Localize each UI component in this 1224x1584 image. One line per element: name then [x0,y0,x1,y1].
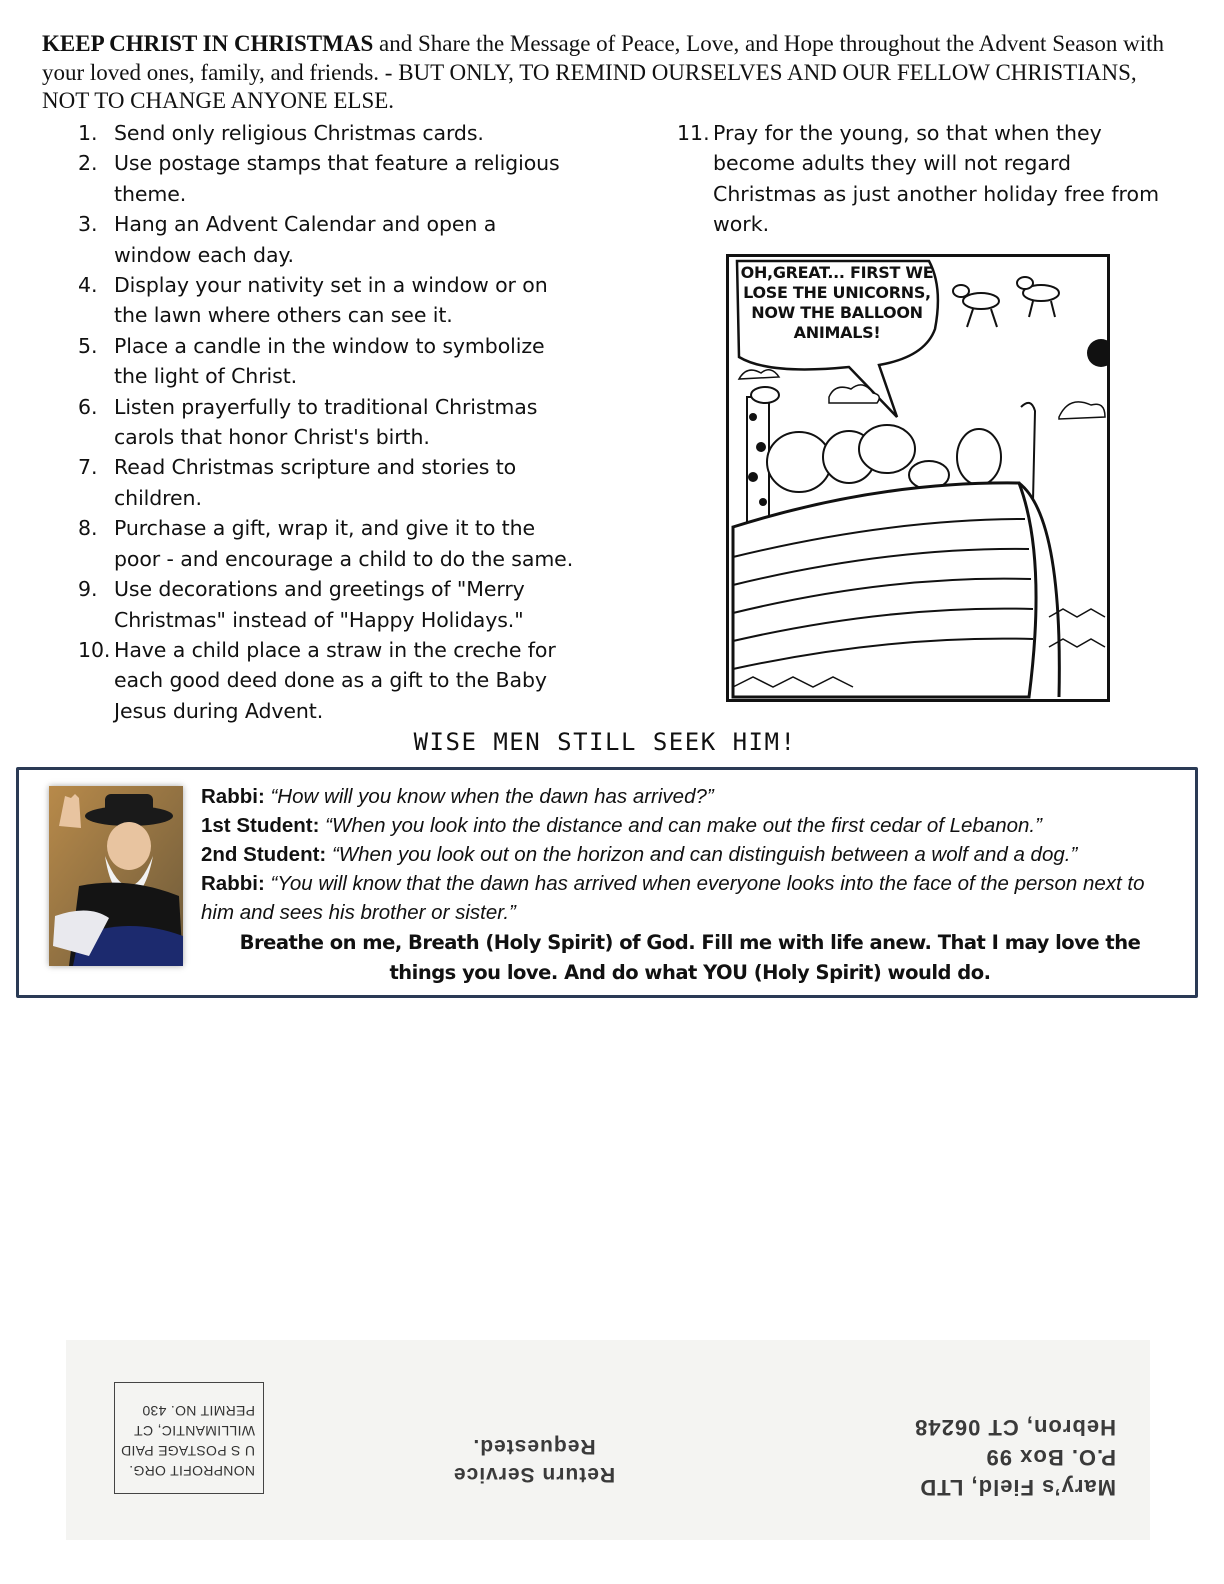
cloud-icon [1059,402,1105,419]
item-number: 8. [78,516,98,541]
spoken-line: “How will you know when the dawn has arrived?” [270,785,714,808]
mailing-panel [66,1340,1150,1540]
item-text: Send only religious Christmas cards. [114,121,484,145]
return-line: Return Service [452,1463,616,1486]
prayer-text: Breathe on me, Breath (Holy Spirit) of God. Fill me with life anew. That I may love the things you love. And do what YOU (Holy Spirit) would do. [239,931,1141,984]
item-number: 10. [78,637,111,662]
item-text: Use decorations and greetings of "Merry Christmas" instead of "Happy Holidays." [114,577,525,632]
address-line: Hebron, CT 06248 [914,1415,1116,1440]
advent-list-right [677,118,1177,240]
speaker: Rabbi: [201,872,265,895]
permit-line: NONPROFIT ORG. [128,1463,255,1479]
item-number: 2. [78,151,98,176]
spoken-line: “When you look out on the horizon and can distinguish between a wolf and a dog.” [331,843,1078,866]
wise-men-heading: WISE MEN STILL SEEK HIM! [413,728,797,756]
list-item [78,331,578,392]
return-service [434,1432,634,1488]
list-item [78,452,578,513]
intro-lead: KEEP CHRIST IN CHRISTMAS [42,31,374,56]
speaker: 2nd Student: [201,843,327,866]
item-number: 11. [677,121,710,145]
item-text: Hang an Advent Calendar and open a window each day. [114,212,497,267]
item-number: 1. [78,121,98,145]
list-item [78,209,578,270]
dialogue-line [201,840,1161,869]
ark-icon [733,483,1059,697]
item-number: 3. [78,212,98,237]
item-number: 5. [78,333,98,358]
spoken-line: “When you look into the distance and can make out the first cedar of Lebanon.” [325,814,1042,837]
list-item [78,270,578,331]
dialogue [201,782,1161,927]
item-number: 9. [78,577,98,602]
dialogue-line [201,869,1161,927]
permit-line: WILLIMANTIC, CT [133,1423,255,1439]
dialogue-line [201,811,1161,840]
balloon-animal-icon [953,277,1059,327]
item-text: Pray for the young, so that when they become adults they will not regard Christmas as just another holiday free from work. [713,121,1160,237]
intro-rest: and Share the Message of Peace, Love, and Hope throughout the Advent Season with your loved ones, family, and friends. - BUT ONLY, TO REMIND OURSELVES AND OUR FELLOW CHRISTIANS, NOT TO CHANGE ANYONE ELSE. [42,31,1164,113]
cloud-icon [739,370,779,379]
list-item [78,513,578,574]
speaker: 1st Student: [201,814,320,837]
item-text: Listen prayerfully to traditional Christmas carols that honor Christ's birth. [114,394,538,450]
item-text: Have a child place a straw in the creche for each good deed done as a gift to the Baby Jesus during Advent. [114,637,556,723]
item-number: 6. [78,394,98,419]
permit-line: U S POSTAGE PAID [120,1443,255,1459]
item-text: Use postage stamps that feature a religious theme. [114,151,560,206]
postage-permit-box [114,1382,264,1494]
sun-icon [1087,339,1107,367]
permit-line: PERMIT NO. 430 [142,1403,255,1419]
list-item [78,574,578,635]
speaker: Rabbi: [201,785,265,808]
item-number: 4. [78,273,98,298]
address-line: Mary’s Field, LTD [919,1475,1116,1500]
item-text: Purchase a gift, wrap it, and give it to the poor - and encourage a child to do the same. [114,516,574,571]
cartoon-speech-text: OH,GREAT... FIRST WE LOSE THE UNICORNS, NOW THE BALLOON ANIMALS! [740,263,934,342]
return-line: Requested. [472,1435,596,1458]
dialogue-line [201,782,1161,811]
item-text: Display your nativity set in a window or on the lawn where others can see it. [114,273,548,328]
item-text: Place a candle in the window to symbolize the light of Christ. [114,333,545,389]
address-line: P.O. Box 99 [985,1445,1116,1470]
item-text: Read Christmas scripture and stories to children. [114,455,517,510]
list-item [677,118,1177,240]
list-item [78,392,578,453]
noahs-ark-cartoon [726,254,1110,702]
advent-list-left [78,118,578,726]
list-item [78,635,578,726]
rabbi-quote-box [16,767,1198,998]
spoken-line: “You will know that the dawn has arrived when everyone looks into the face of the person next to him and sees his brother or sister.” [201,872,1145,924]
intro-paragraph [42,30,1182,116]
item-number: 7. [78,455,98,480]
list-item [78,118,578,148]
rabbi-portrait [49,786,183,966]
return-address [872,1412,1116,1502]
list-item [78,148,578,209]
